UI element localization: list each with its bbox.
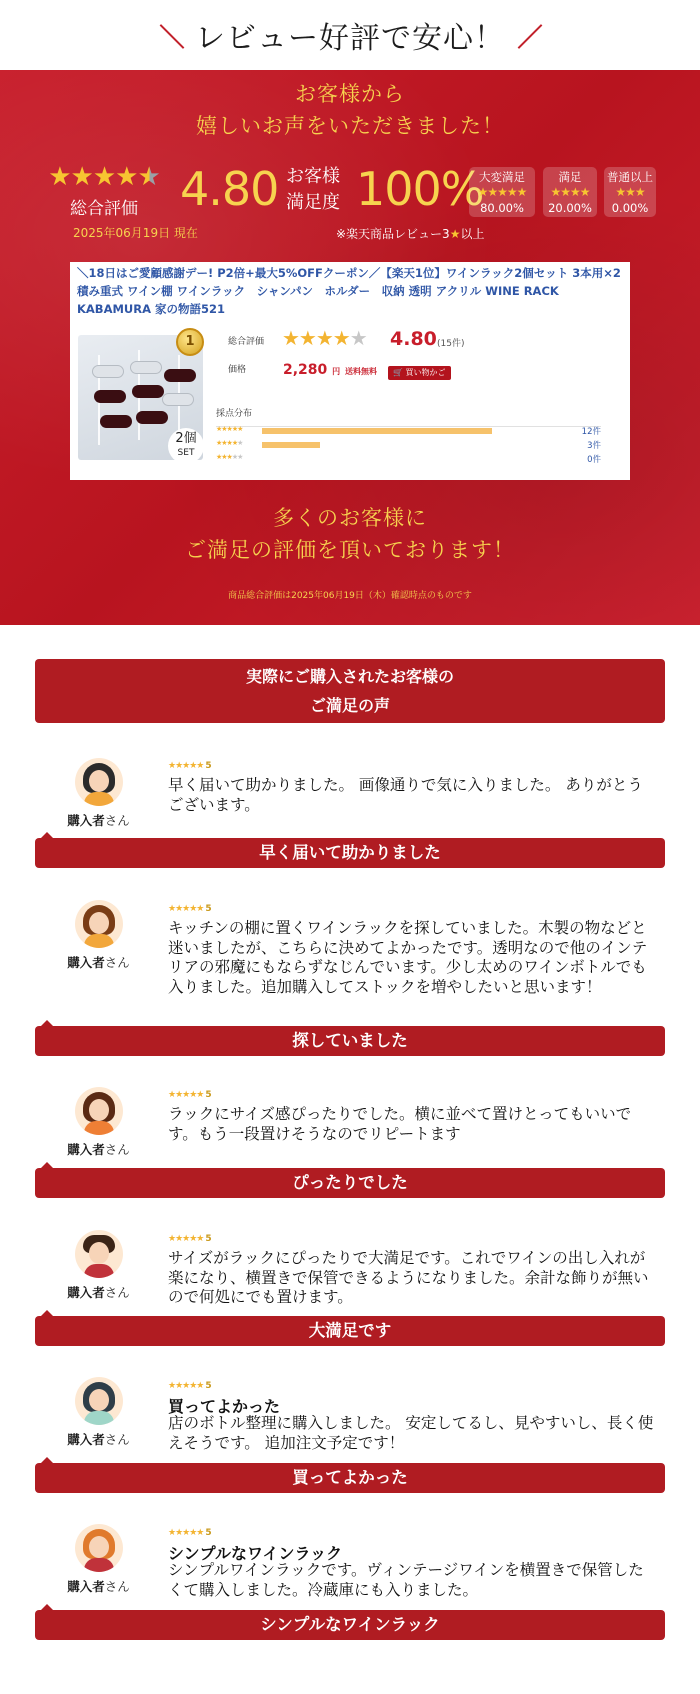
price-amount: 2,280 — [283, 362, 328, 378]
buyer-suffix: さん — [104, 1432, 130, 1447]
review-stars-icon: ★★★★★ 5 — [168, 904, 212, 914]
star-icon: ★ — [449, 227, 461, 241]
set-badge-main: 2個 — [175, 431, 197, 446]
buyer-suffix: さん — [104, 955, 130, 970]
review-headline: ぴったりでした — [35, 1168, 665, 1198]
intro-line-1: お客様から — [295, 82, 405, 106]
review-summary-banner — [0, 70, 700, 625]
review-stars-icon: ★★★★★ 5 — [168, 1381, 212, 1391]
review-headline: シンプルなワインラック — [35, 1610, 665, 1640]
review-rating: 5 — [205, 761, 212, 771]
confirm-note: 商品総合評価は2025年06月19日（木）確認時点のものです — [228, 591, 472, 601]
distribution-label: 採点分布 — [216, 409, 253, 419]
rating-stars-icon: ★★★★★ — [282, 326, 367, 350]
buyer-name — [35, 1140, 162, 1158]
distribution-count: 0件 — [587, 455, 601, 465]
overall-stars-icon: ★★★★★ — [48, 162, 160, 192]
price-value — [283, 362, 377, 378]
five-stars-icon: ★★★★★ — [477, 185, 527, 199]
three-stars-icon: ★★★★★ — [216, 453, 243, 461]
distribution-track — [262, 442, 512, 448]
review-body: シンプルワインラックです。ヴィンテージワインを横置きで保管したくて購入しました。冷蔵庫にも入りました。 — [168, 1561, 644, 1599]
buyer-label: 購入者 — [67, 813, 105, 828]
buyer-name — [35, 811, 162, 829]
avatar — [75, 900, 123, 948]
breakdown-very-satisfied — [469, 167, 535, 217]
as-of-date: 2025年06月19日 現在 — [73, 226, 198, 240]
review-stars-icon: ★★★★★ 5 — [168, 761, 212, 771]
distribution-row-3[interactable] — [216, 453, 601, 467]
review-stars-icon: ★★★★★ 5 — [168, 1090, 212, 1100]
review-body: キッチンの棚に置くワインラックを探していました。木製の物などと迷いましたが、こちらに決めてよかったです。透明なので他のインテリアの邪魔にもならずなじんでいます。少し太めのワインボトルでも入りました。追加購入してストックを増やしたいと思います！ — [168, 919, 648, 996]
buyer-suffix: さん — [104, 1285, 130, 1300]
bottle — [92, 365, 124, 378]
cart-icon: 🛒 — [393, 368, 403, 377]
satisfaction-value: 100% — [356, 162, 484, 216]
review-rating: 5 — [205, 904, 212, 914]
buyer-name — [35, 953, 162, 971]
breakdown-percent: 0.00% — [611, 201, 649, 215]
decor-slash-left — [160, 24, 185, 49]
shipping-label: 送料無料 — [345, 367, 378, 376]
review-body: ラックにサイズ感ぴったりでした。横に並べて置けとってもいいです。もう一段置けそうなのでリピートます — [168, 1105, 632, 1143]
distribution-fill — [262, 428, 492, 434]
distribution-row-5[interactable] — [216, 425, 601, 439]
review-note — [336, 225, 484, 242]
avatar — [75, 1230, 123, 1278]
decor-slash-right — [518, 24, 543, 49]
voice-header-line-1: 実際にご購入されたお客様の — [245, 667, 454, 686]
intro-line-2: 嬉しいお声をいただきました！ — [196, 114, 504, 138]
breakdown-percent: 20.00% — [548, 201, 592, 215]
banner-intro — [0, 78, 700, 142]
product-title-link[interactable]: ＼18日はご愛顧感謝デー! P2倍+最大5%OFFクーポン／【楽天1位】ワインラック2個セット 3本用×2 積み重式 ワイン棚 ワインラック シャンパン ホルダー 収納 透明 アクリル WINE RACK KABAMURA 家の物語521 — [77, 266, 621, 316]
review-rating: 5 — [205, 1234, 212, 1244]
bottle — [136, 411, 168, 424]
buyer-suffix: さん — [104, 813, 130, 828]
review-headline: 早く届いて助かりました — [35, 838, 665, 868]
buyer-label: 購入者 — [67, 1142, 105, 1157]
buyer-name — [35, 1577, 162, 1595]
satisfaction-label-line-1: お客様 — [286, 166, 340, 187]
overall-score: 4.80 — [180, 162, 279, 216]
distribution-count: 3件 — [587, 441, 601, 451]
buyer-label: 購入者 — [67, 1432, 105, 1447]
add-to-cart-button[interactable] — [388, 366, 451, 380]
bottle — [162, 393, 194, 406]
review-rating: 5 — [205, 1528, 212, 1538]
review-body: 早く届いて助かりました。 画像通りで気に入りました。 ありがとうございます。 — [168, 776, 643, 814]
hero-title-section — [0, 0, 700, 70]
review-body: サイズがラックにぴったりで大満足です。これでワインの出し入れが楽になり、横置きで保管できるようになりました。余計な飾りが無いので何処にでも置けます。 — [168, 1249, 649, 1306]
breakdown-label: 普通以上 — [607, 170, 653, 184]
avatar — [75, 1524, 123, 1572]
four-stars-icon: ★★★★ — [550, 185, 590, 199]
breakdown-average-or-above — [604, 167, 656, 217]
buyer-name — [35, 1430, 162, 1448]
breakdown-satisfied — [543, 167, 597, 217]
banner-outro — [0, 502, 700, 566]
review-stars-icon: ★★★★★ 5 — [168, 1528, 212, 1538]
rating-label: 総合評価 — [228, 337, 265, 347]
buyer-label: 購入者 — [67, 1285, 105, 1300]
five-stars-icon: ★★★★★ — [216, 425, 243, 433]
breakdown-label: 大変満足 — [479, 170, 525, 184]
three-stars-icon: ★★★ — [615, 185, 645, 199]
review-body: 店のボトル整理に購入しました。 安定してるし、見やすいし、長く使えそうです。 追加注文予定です！ — [168, 1414, 654, 1452]
buyer-label: 購入者 — [67, 955, 105, 970]
review-headline: 買ってよかった — [35, 1463, 665, 1493]
overall-rating-block — [44, 162, 164, 219]
buyer-name — [35, 1283, 162, 1301]
buyer-label: 購入者 — [67, 1579, 105, 1594]
product-card — [70, 262, 630, 480]
outro-line-1: 多くのお客様に — [273, 506, 427, 530]
bottle — [94, 390, 126, 403]
distribution-count: 12件 — [581, 427, 601, 437]
distribution-track — [262, 456, 512, 462]
cart-label: 買い物かご — [405, 368, 446, 377]
review-headline: 大満足です — [35, 1316, 665, 1346]
voice-header-line-2: ご満足の声 — [309, 696, 390, 715]
bottle — [132, 385, 164, 398]
bottle — [164, 369, 196, 382]
satisfaction-label-line-2: 満足度 — [286, 192, 340, 213]
overall-label: 総合評価 — [70, 199, 138, 219]
rating-score: 4.80 — [390, 328, 437, 350]
review-note-suffix: 以上 — [460, 227, 485, 241]
buyer-suffix: さん — [104, 1142, 130, 1157]
buyer-suffix: さん — [104, 1579, 130, 1594]
outro-line-2: ご満足の評価を頂いております！ — [185, 538, 515, 562]
review-note-prefix: ※楽天商品レビュー3 — [336, 227, 450, 241]
bottle — [100, 415, 132, 428]
page-title: レビュー好評で安心！ — [195, 21, 505, 56]
review-title: シンプルなワインラック — [168, 1544, 343, 1563]
avatar — [75, 1377, 123, 1425]
customer-voice-header — [35, 659, 665, 723]
breakdown-percent: 80.00% — [480, 201, 524, 215]
review-count-link[interactable]: (15件) — [437, 339, 465, 349]
review-rating: 5 — [205, 1090, 212, 1100]
price-label: 価格 — [228, 365, 247, 375]
set-badge — [168, 428, 204, 464]
four-stars-icon: ★★★★★ — [216, 439, 243, 447]
distribution-track — [262, 428, 512, 434]
review-title: 買ってよかった — [168, 1397, 281, 1416]
breakdown-label: 満足 — [558, 170, 582, 184]
satisfaction-label — [286, 164, 340, 216]
distribution-fill — [262, 442, 320, 448]
rank-medal-icon: 1 — [176, 328, 204, 356]
set-badge-sub: SET — [177, 448, 195, 458]
review-headline: 探していました — [35, 1026, 665, 1056]
distribution-row-4[interactable] — [216, 439, 601, 453]
bottle — [130, 361, 162, 374]
avatar — [75, 758, 123, 806]
review-stars-icon: ★★★★★ 5 — [168, 1234, 212, 1244]
review-rating: 5 — [205, 1381, 212, 1391]
price-unit: 円 — [332, 367, 341, 376]
avatar — [75, 1087, 123, 1135]
